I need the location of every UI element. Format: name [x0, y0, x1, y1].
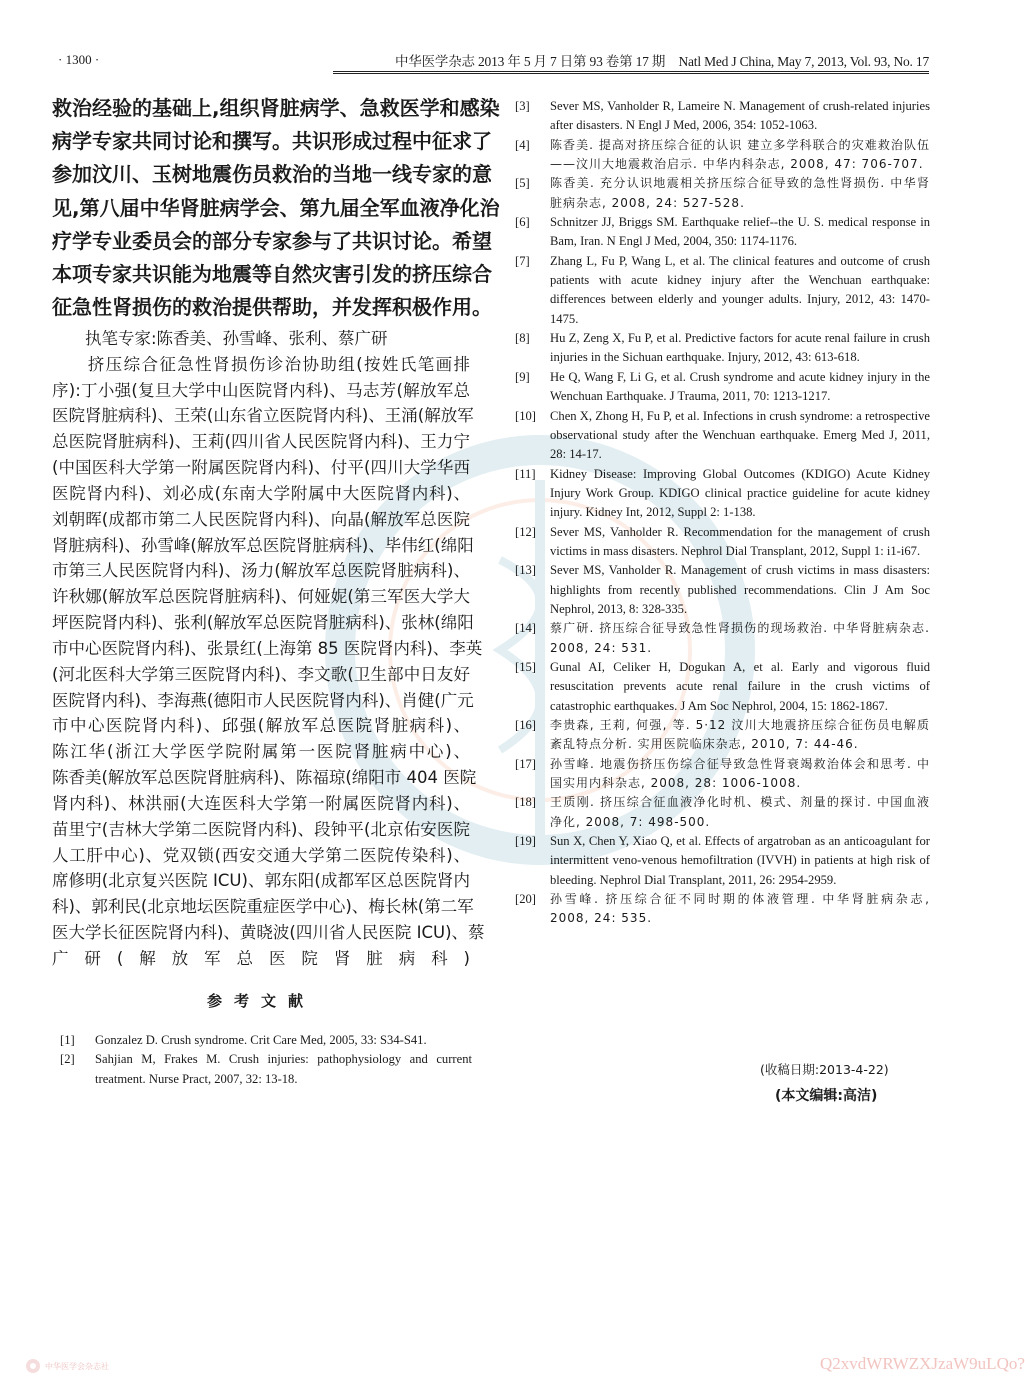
text-line: 征急性肾损伤的救治提供帮助，并发挥积极作用。 — [52, 295, 492, 320]
reference-text: Sun X, Chen Y, Xiao Q, et al. Effects of argatroban as an anticoagulant for intermittent veno-venous hemofiltration (IVVH) in patients at high risk of bleeding. Nephrol Dial Transplant, 2011, 26: 2954-2959. — [550, 834, 930, 887]
authors-group-paragraph — [52, 326, 485, 972]
reference-number: [5] — [515, 176, 530, 191]
reference-item — [515, 523, 930, 562]
text-line: 肾脏病科)、孙雪峰(解放军总医院肾脏病科)、毕伟红(绵阳 — [52, 535, 474, 555]
reference-item — [515, 793, 930, 832]
reference-item — [515, 890, 930, 929]
reference-number: [15] — [515, 659, 536, 674]
references-list-left — [60, 1031, 472, 1089]
reference-item — [515, 136, 930, 175]
reference-text: Gunal AI, Celiker H, Dogukan A, et al. Early and vigorous fluid resuscitation prevents acute renal failure in the crush victims of catastrophic earthquakes. J Am Soc Nephrol, 2004, 15: 1862-1867. — [550, 659, 930, 713]
text-line: 陈江华(浙江大学医学院附属第一医院肾脏病中心)、 — [52, 742, 470, 762]
reference-text: Kidney Disease: Improving Global Outcomes (KDIGO) Acute Kidney Injury Work Group. KDIGO clinical practice guideline for acute kidney injury. Kidney Int, 2012, Suppl 2: 1-138. — [550, 466, 930, 520]
reference-text: He Q, Wang F, Li G, et al. Crush syndrome and acute kidney injury in the Wenchuan Earthquake. J Trauma, 2011, 70: 1213-1217. — [550, 369, 930, 404]
text-line: 挤压综合征急性肾损伤诊治协助组(按姓氏笔画排 — [52, 354, 470, 374]
reference-number: [20] — [515, 892, 536, 907]
references-heading: 参考文献 — [206, 992, 315, 1010]
text-line: (河北医科大学第三医院肾内科)、李文歌(卫生部中日友好 — [52, 664, 470, 684]
reference-item — [515, 329, 930, 368]
reference-number: [4] — [515, 137, 530, 152]
text-line: 医院肾内科)、李海燕(德阳市人民医院肾内科)、肖健(广元 — [52, 690, 474, 710]
reference-text: 蔡广研. 挤压综合征导致急性肾损伤的现场救治. 中华肾脏病杂志. 2008, 24: 531. — [550, 621, 930, 655]
reference-text: 王质刚. 挤压综合征血液净化时机、模式、剂量的探讨. 中国血液净化, 2008, 7: 498-500. — [550, 795, 930, 829]
logo-text: 中华医学会杂志社 — [45, 1361, 109, 1371]
reference-text: Gonzalez D. Crush syndrome. Crit Care Med, 2005, 33: S34-S41. — [95, 1033, 427, 1047]
reference-number: [9] — [515, 369, 530, 384]
reference-item — [515, 465, 930, 523]
text-line: 肾内科)、林洪丽(大连医科大学第一附属医院肾内科)、 — [52, 793, 470, 813]
reference-text: Hu Z, Zeng X, Fu P, et al. Predictive factors for acute renal failure in crush injuries in the Sichuan earthquake. Injury, 2012, 43: 613-618. — [550, 331, 930, 365]
footer-watermark-code: Q2xvdWRWZXJzaW9uLQo? — [820, 1354, 1025, 1373]
reference-item — [60, 1031, 472, 1050]
text-line: 人工肝中心)、党双锁(西安交通大学第二医院传染科)、 — [52, 845, 470, 865]
publisher-logo — [25, 1358, 109, 1374]
reference-text: Sahjian M, Frakes M. Crush injuries: pathophysiology and current treatment. Nurse Pract, 2007, 32: 13-18. — [95, 1052, 472, 1086]
reference-item — [515, 252, 930, 329]
reference-text: Sever MS, Vanholder R, Lameire N. Management of crush-related injuries after disasters. N Engl J Med, 2006, 354: 1052-1063. — [550, 99, 930, 133]
text-line: (中国医科大学第一附属医院肾内科)、付平(四川大学华西 — [52, 458, 470, 478]
reference-item — [60, 1050, 472, 1089]
text-line: 市中心医院肾内科)、张景红(上海第 85 医院肾内科)、李英 — [52, 638, 483, 658]
text-line: 执笔专家:陈香美、孙雪峰、张利、蔡广研 — [52, 329, 388, 348]
text-line: 医大学长征医院肾内科)、黄晓波(四川省人民医院 ICU)、蔡 — [52, 923, 485, 943]
reference-number: [3] — [515, 99, 530, 113]
reference-text: 孙雪峰. 地震伤挤压伤综合征导致急性肾衰竭救治体会和思考. 中国实用内科杂志, 2008, 28: 1006-1008. — [550, 756, 930, 791]
reference-number: [7] — [515, 253, 530, 268]
text-line: 医院肾内科)、刘必成(东南大学附属中大医院肾内科)、 — [52, 483, 470, 503]
reference-item — [515, 716, 930, 755]
reference-text: Zhang L, Fu P, Wang L, et al. The clinical features and outcome of crush patients with acute kidney injury after the Wenchuan earthquake: differences between elderly and younger adults. Injury, 2012, 43: 1470-1475. — [550, 253, 930, 326]
text-line: 见,第八届中华肾脏病学会、第九届全军血液净化治 — [52, 195, 500, 220]
text-line: 救治经验的基础上,组织肾脏病学、急救医学和感染 — [52, 96, 500, 120]
text-line: 许秋娜(解放军总医院肾脏病科)、何娅妮(第三军医大学大 — [52, 587, 470, 607]
reference-item — [515, 755, 930, 794]
reference-text: 孙雪峰. 挤压综合征不同时期的体液管理. 中华肾脏病杂志, 2008, 24: 535. — [550, 892, 930, 926]
reference-text: 陈香美. 提高对挤压综合征的认识 建立多学科联合的灾难救治队伍——汶川大地震救治启示. 中华内科杂志, 2008, 47: 706-707. — [550, 137, 930, 172]
reference-number: [2] — [60, 1052, 75, 1067]
reference-item — [515, 97, 930, 136]
reference-number: [18] — [515, 795, 536, 810]
reference-text: Sever MS, Vanholder R. Management of crush victims in mass disasters: highlights from recently published recommendations. Clin J Am Soc Nephrol, 2013, 8: 328-335. — [550, 563, 930, 616]
text-line: 医院肾脏病科)、王荣(山东省立医院肾内科)、王涌(解放军 — [52, 406, 474, 426]
reference-item — [515, 368, 930, 407]
reference-text: Sever MS, Vanholder R. Recommendation for the management of crush victims in mass disasters. Nephrol Dial Transplant, 2012, Suppl 1: i1-i67. — [550, 524, 930, 558]
reference-text: 陈香美. 充分认识地震相关挤压综合征导致的急性肾损伤. 中华肾脏病杂志, 2008, 24: 527-528. — [550, 176, 930, 210]
reference-number: [19] — [515, 834, 536, 849]
reference-number: [12] — [515, 524, 536, 539]
reference-number: [17] — [515, 756, 536, 771]
references-list-right — [515, 97, 930, 929]
text-line: 陈香美(解放军总医院肾脏病科)、陈福琼(绵阳市 404 医院 — [52, 768, 477, 788]
received-date: (收稿日期:2013-4-22) — [760, 1062, 889, 1077]
journal-running-header: 中华医学杂志 2013 年 5 月 7 日第 93 卷第 17 期 Natl Med J China, May 7, 2013, Vol. 93, No. 17 — [333, 50, 929, 74]
reference-item — [515, 832, 930, 890]
text-line: 广研(解放军总医院肾脏病科) — [52, 948, 470, 968]
reference-number: [1] — [60, 1033, 75, 1047]
reference-item — [515, 658, 930, 716]
text-line: 病学专家共同讨论和撰写。共识形成过程中征求了 — [52, 129, 492, 154]
reference-item — [515, 619, 930, 658]
reference-number: [10] — [515, 408, 536, 423]
text-line: 市第三人民医院肾内科)、汤力(解放军总医院肾脏病科)、 — [52, 561, 470, 581]
reference-text: Schnitzer JJ, Briggs SM. Earthquake relief--the U. S. medical response in Bam, Iran. N Engl J Med, 2004, 350: 1174-1176. — [550, 215, 930, 249]
text-line: 苗里宁(吉林大学第二医院肾内科)、段钟平(北京佑安医院 — [52, 819, 470, 839]
text-line: 坪医院肾内科)、张利(解放军总医院肾脏病科)、张林(绵阳 — [52, 613, 474, 633]
editor-credit: (本文编辑:高洁) — [775, 1088, 878, 1104]
text-line: 刘朝晖(成都市第二人民医院肾内科)、向晶(解放军总医院 — [52, 509, 470, 529]
reference-number: [6] — [515, 215, 530, 230]
page-number: · 1300 · — [58, 52, 100, 67]
reference-number: [11] — [515, 466, 536, 481]
reference-number: [13] — [515, 563, 536, 578]
reference-item — [515, 561, 930, 619]
text-line: 席修明(北京复兴医院 ICU)、郭东阳(成都军区总医院肾内 — [52, 871, 470, 891]
reference-number: [8] — [515, 331, 530, 346]
flower-logo-icon — [25, 1358, 41, 1374]
text-line: 科)、郭利民(北京地坛医院重症医学中心)、梅长林(第二军 — [52, 897, 474, 917]
text-line: 总医院肾脏病科)、王莉(四川省人民医院肾内科)、王力宁 — [52, 432, 470, 452]
reference-number: [14] — [515, 621, 536, 636]
reference-text: 李贵森, 王莉, 何强, 等. 5·12 汶川大地震挤压综合征伤员电解质紊乱特点分析. 实用医院临床杂志, 2010, 7: 44-46. — [550, 718, 930, 752]
reference-item — [515, 213, 930, 252]
intro-paragraph — [52, 92, 500, 324]
reference-text: Chen X, Zhong H, Fu P, et al. Infections in crush syndrome: a retrospective observational study after the Wenchuan earthquake. Emerg Med J, 2011, 28: 14-17. — [550, 408, 930, 462]
text-line: 参加汶川、玉树地震伤员救治的当地一线专家的意 — [52, 162, 492, 187]
text-line: 本项专家共识能为地震等自然灾害引发的挤压综合 — [52, 262, 492, 287]
text-line: 序):丁小强(复旦大学中山医院肾内科)、马志芳(解放军总 — [52, 380, 470, 400]
reference-number: [16] — [515, 718, 536, 732]
text-line: 市中心医院肾内科)、邱强(解放军总医院肾脏病科)、 — [52, 716, 470, 736]
text-line: 疗学专业委员会的部分专家参与了共识讨论。希望 — [52, 228, 492, 253]
reference-item — [515, 174, 930, 213]
reference-item — [515, 407, 930, 465]
